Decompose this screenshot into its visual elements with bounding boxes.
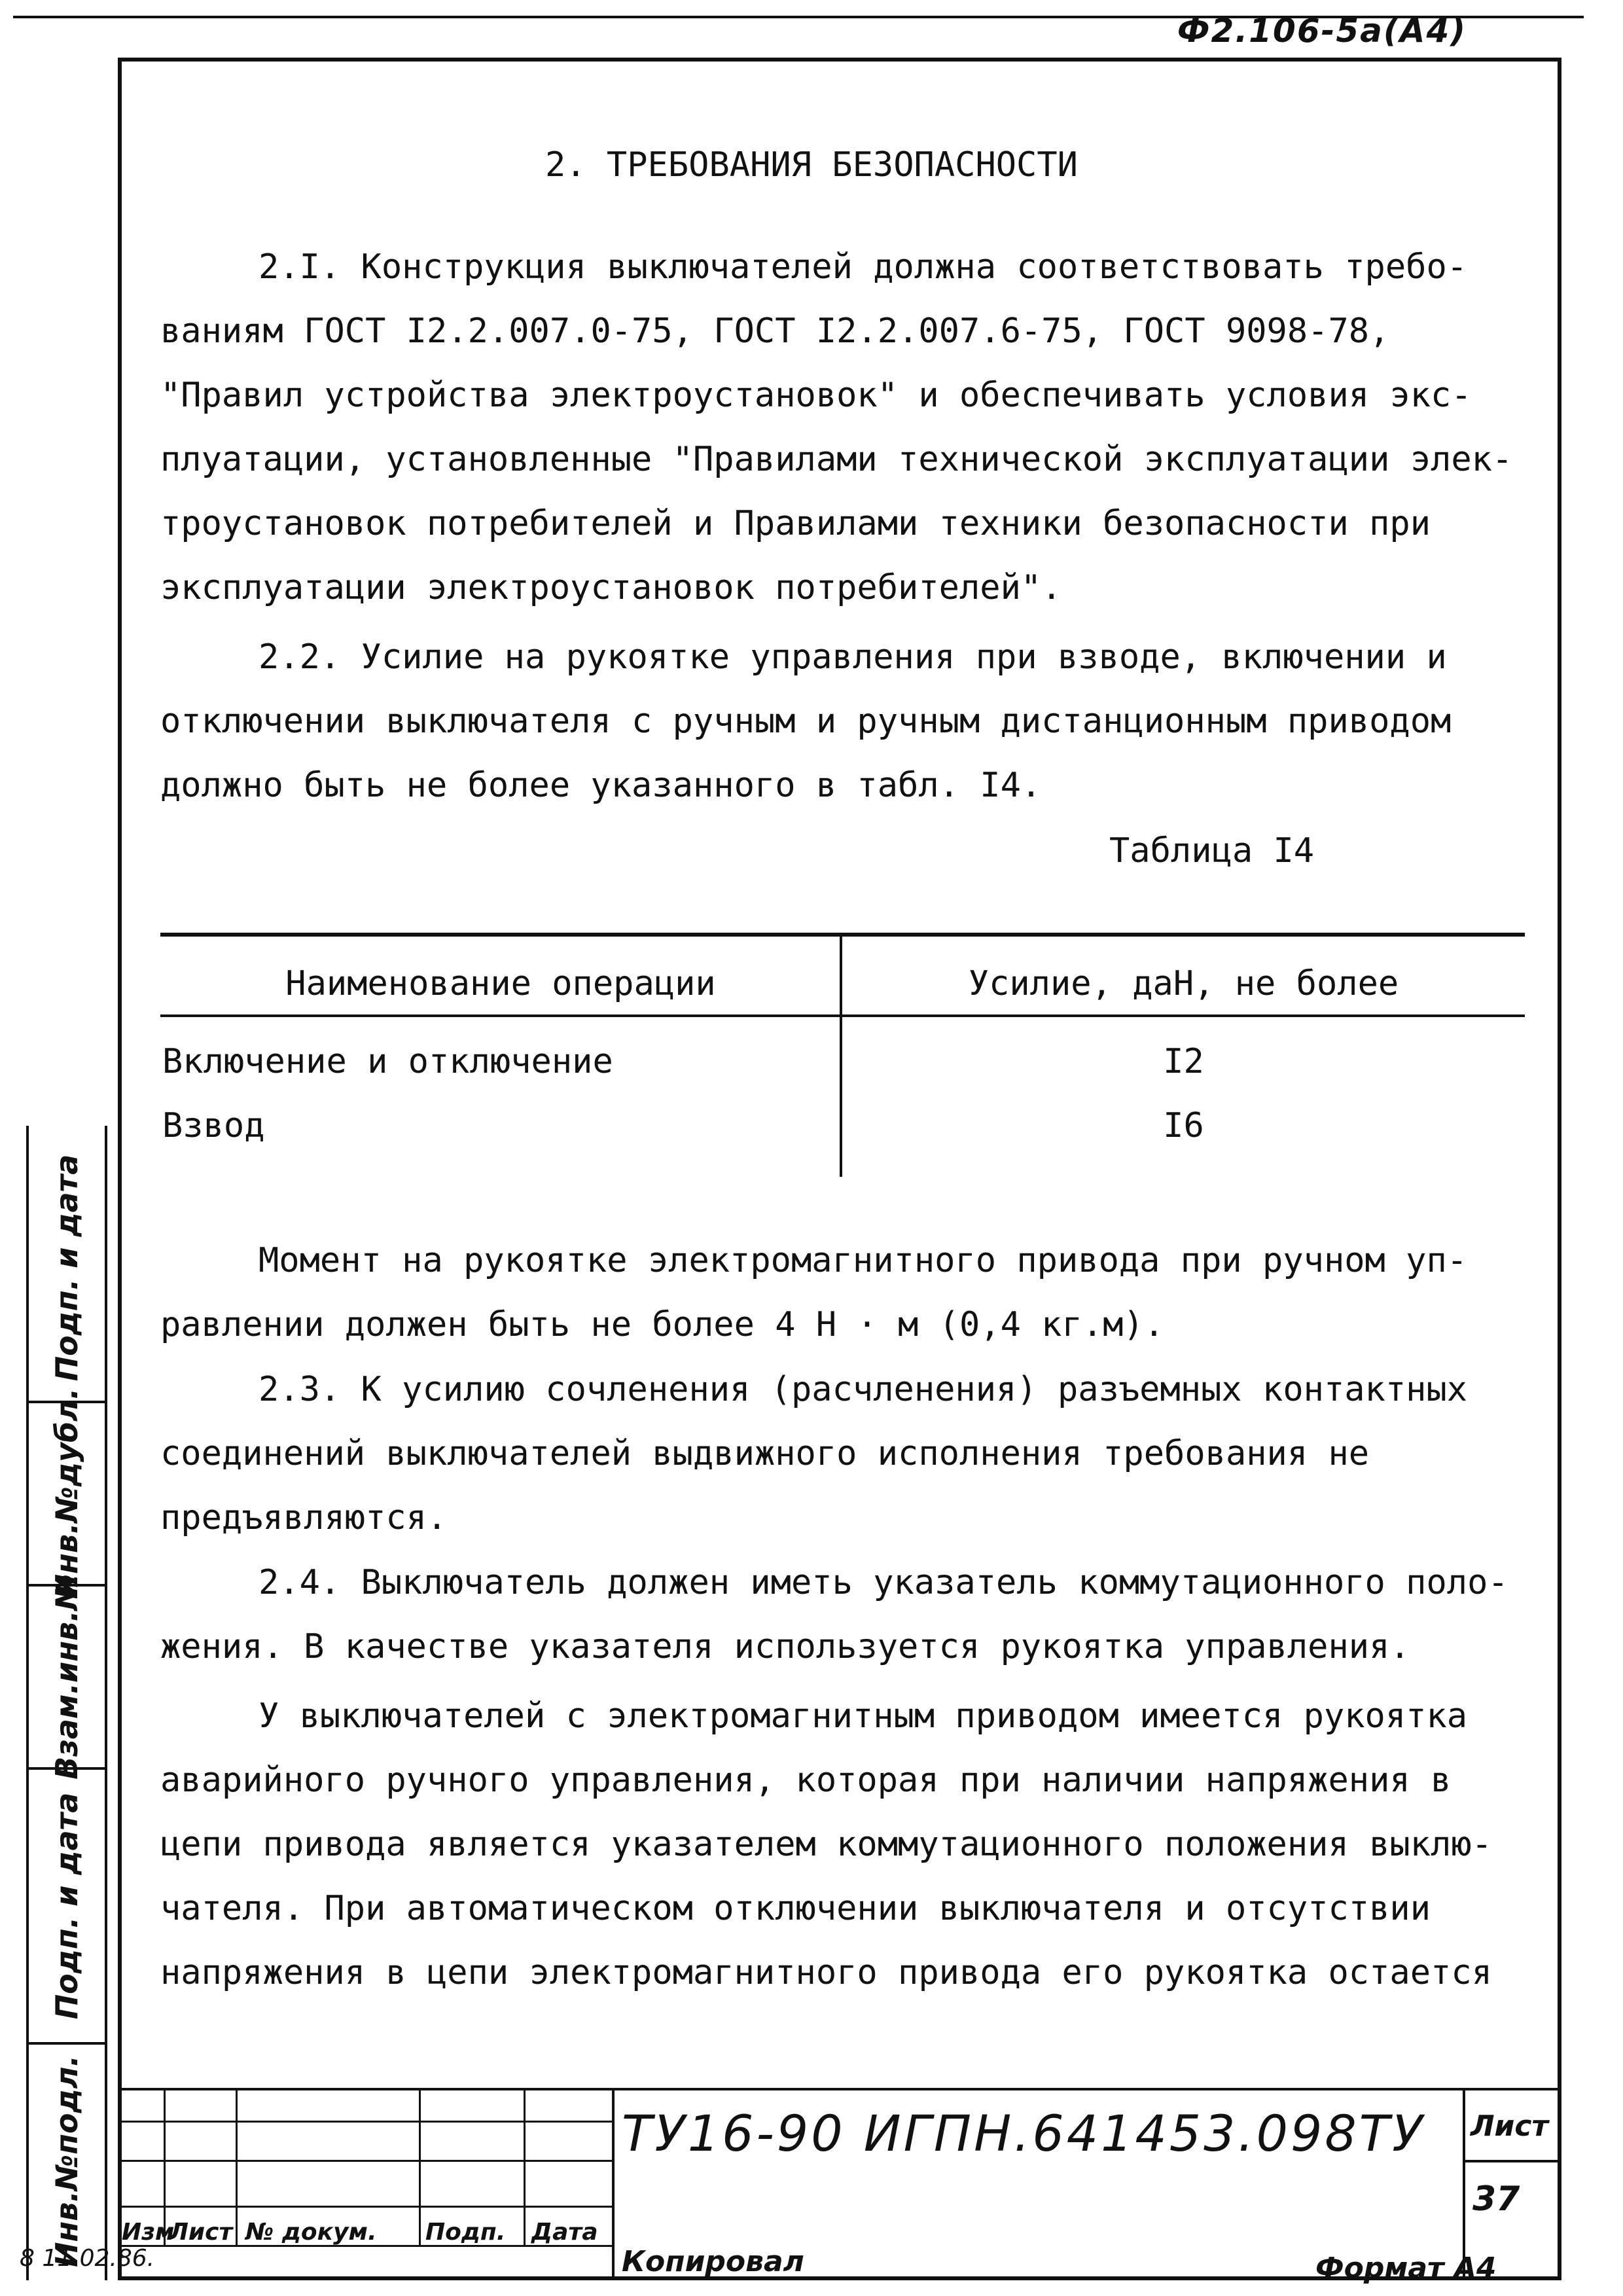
table-cell-operation: Включение и отключение <box>162 1042 613 1081</box>
stamp-grid-line <box>524 2088 526 2245</box>
margin-label-signature-date: Подп. и дата <box>49 1154 84 1382</box>
paragraph-line: чателя. При автоматическом отключении выключателя и отсутствии <box>160 1889 1431 1928</box>
paragraph-line: 2.4. Выключатель должен иметь указатель коммутационного поло- <box>259 1563 1508 1602</box>
document-number: ТУ16-90 ИГПН.641453.098ТУ <box>622 2104 1425 2162</box>
margin-strip <box>26 1126 107 2280</box>
paragraph-line: Момент на рукоятке электромагнитного привода при ручном уп- <box>259 1241 1468 1280</box>
paragraph-line: напряжения в цепи электромагнитного привода его рукоятка остается <box>160 1953 1492 1992</box>
paragraph-line: 2.2. Усилие на рукоятке управления при взводе, включении и <box>259 637 1447 677</box>
paragraph-line: У выключателей с электромагнитным приводом имеется рукоятка <box>259 1696 1468 1736</box>
paragraph-line: троустановок потребителей и Правилами техники безопасности при <box>160 504 1431 543</box>
table-cell-force: I6 <box>1163 1106 1204 1145</box>
form-code: Ф2.106-5а(А4) <box>1177 12 1467 50</box>
margin-label-signature-date-2: Подп. и дата <box>49 1792 84 2020</box>
stamp-grid-line <box>236 2088 238 2245</box>
paragraph-line: цепи привода является указателем коммутационного положения выклю- <box>160 1825 1492 1864</box>
stamp-grid-line <box>118 2206 612 2208</box>
paragraph-line: жения. В качестве указателя используется рукоятка управления. <box>160 1627 1410 1666</box>
stamp-grid-line <box>419 2088 421 2245</box>
table-top-rule <box>160 933 1525 937</box>
paragraph-line: аварийного ручного управления, которая при наличии напряжения в <box>160 1761 1452 1800</box>
margin-label-replace-inv: Взам.инв.№ <box>49 1574 84 1780</box>
paragraph-line: ваниям ГОСТ I2.2.007.0-75, ГОСТ I2.2.007.6-75, ГОСТ 9098-78, <box>160 312 1390 351</box>
stamp-col-sheet: Лист <box>169 2219 233 2246</box>
stamp-col-date: Дата <box>531 2219 598 2246</box>
stamp-divider <box>612 2088 615 2280</box>
table-cell-force: I2 <box>1163 1042 1204 1081</box>
paragraph-line: отключении выключателя с ручным и ручным дистанционным приводом <box>160 702 1452 741</box>
table-cell-operation: Взвод <box>162 1106 265 1145</box>
stamp-col-doc-number: № докум. <box>245 2219 377 2246</box>
table-header-force: Усилие, даН, не более <box>968 964 1399 1003</box>
margin-label-original-inv: Инв.№подл. <box>49 2055 84 2267</box>
paragraph-line: 2.I. Конструкция выключателей должна соответствовать требо- <box>259 247 1468 287</box>
handwritten-note: 8 11.02.86. <box>20 2245 155 2272</box>
stamp-divider <box>1463 2160 1561 2162</box>
section-title: 2. ТРЕБОВАНИЯ БЕЗОПАСНОСТИ <box>545 145 1078 185</box>
paragraph-line: должно быть не более указанного в табл. I4. <box>160 766 1042 805</box>
paragraph-line: 2.3. К усилию сочленения (расчленения) разъемных контактных <box>259 1370 1468 1409</box>
sheet-number: 37 <box>1472 2179 1520 2219</box>
stamp-grid-line <box>118 2121 612 2123</box>
paragraph-line: равлении должен быть не более 4 Н · м (0,4 кг.м). <box>160 1305 1165 1344</box>
paragraph-line: предъявляются. <box>160 1498 448 1537</box>
table-header-operation: Наименование операции <box>285 964 716 1003</box>
margin-separator <box>29 2042 105 2045</box>
stamp-col-change: Изм <box>122 2219 175 2246</box>
margin-label-duplicate-inv: Инв.№дубл. <box>49 1388 84 1600</box>
stamp-col-signature: Подп. <box>425 2219 506 2246</box>
paragraph-line: "Правил устройства электроустановок" и обеспечивать условия экс- <box>160 376 1472 415</box>
table-label: Таблица I4 <box>1109 831 1315 870</box>
sheet-label: Лист <box>1471 2109 1548 2143</box>
paragraph-line: соединений выключателей выдвижного исполнения требования не <box>160 1434 1370 1473</box>
paragraph-line: плуатации, установленные "Правилами технической эксплуатации элек- <box>160 440 1513 479</box>
format-label: Формат А4 <box>1315 2251 1497 2285</box>
stamp-grid-line <box>118 2160 612 2162</box>
stamp-top-rule <box>118 2088 1561 2090</box>
table-header-rule <box>160 1014 1525 1017</box>
paragraph-line: эксплуатации электроустановок потребителей". <box>160 568 1062 607</box>
copied-label: Копировал <box>622 2245 804 2278</box>
